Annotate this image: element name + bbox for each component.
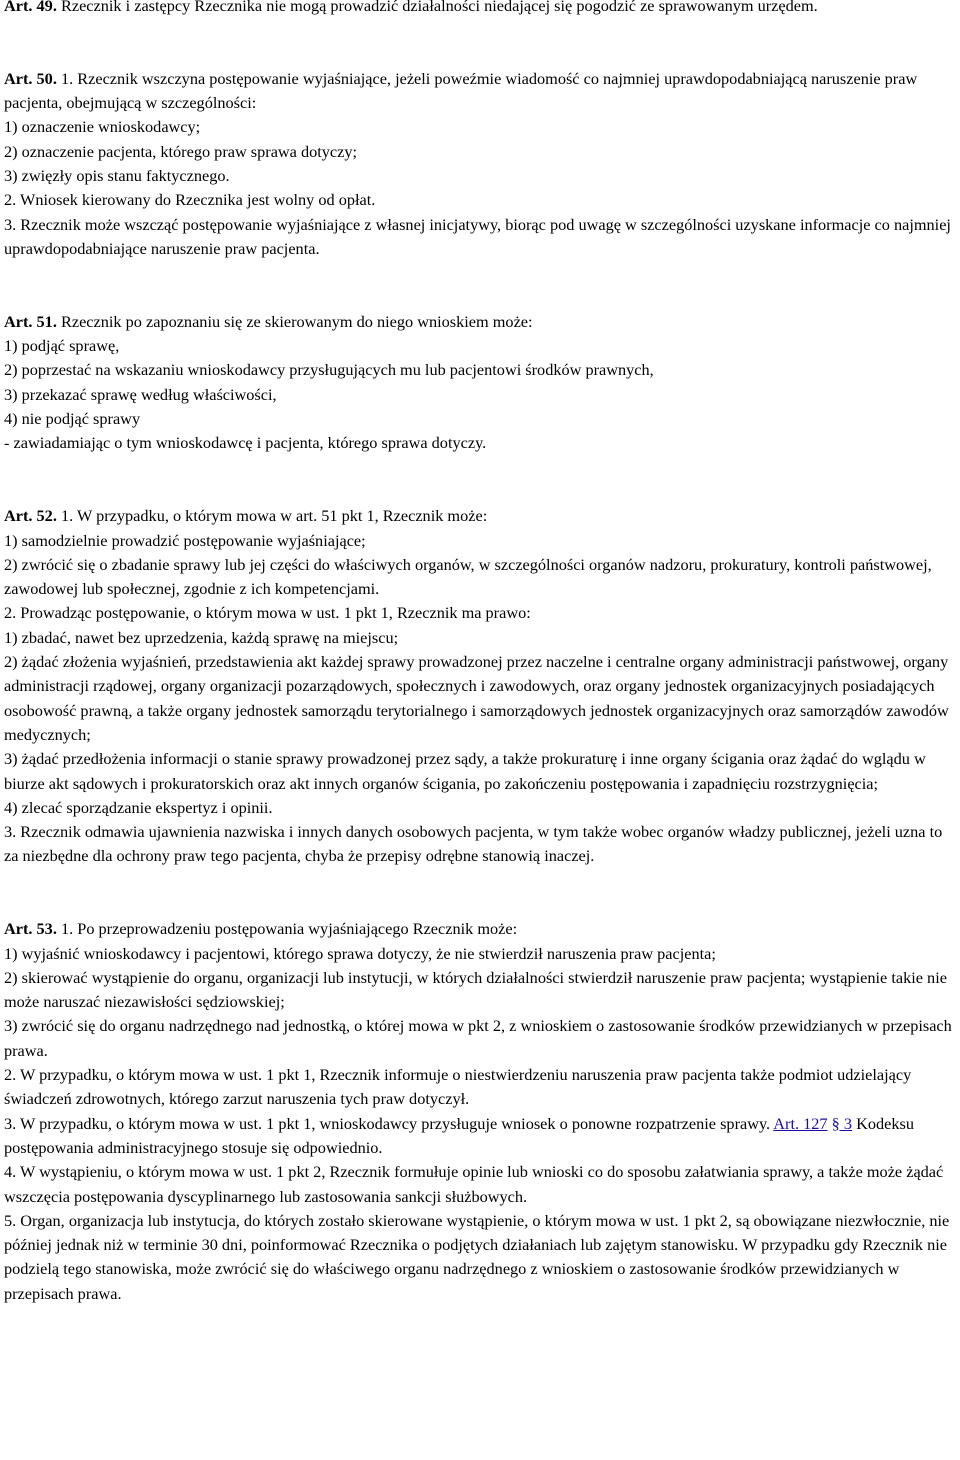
article-51-line: 1) podjąć sprawę, xyxy=(4,336,120,356)
article-50 xyxy=(4,67,956,261)
article-50-label: Art. 50. xyxy=(4,68,57,88)
article-52-line: 2) żądać złożenia wyjaśnień, przedstawienia akt każdej sprawy prowadzonej przez naczelne i centralne organy administracji państwowej, organy administracji rządowej, organy organizacji pozarządowych, społecznych i zawodowych, oraz organy jednostek organizacyjnych posiadających osobowość prawną, a także organy jednostek samorządu terytorialnego i samorządowych jednostek organizacyjnych oraz samorządów zawodów medycznych; xyxy=(4,652,949,744)
article-52-line: 4) zlecać sporządzanie ekspertyz i opinii. xyxy=(4,797,273,817)
article-52-line: 3) żądać przedłożenia informacji o stanie sprawy prowadzonej przez sądy, a także prokuraturę i inne organy ścigania oraz żądać do wglądu w biurze akt sądowych i prokuratorskich oraz akt innych organów ścigania, po zakończeniu postępowania i zapadnięciu rozstrzygnięcia; xyxy=(4,749,926,793)
article-49-text: Rzecznik i zastępcy Rzecznika nie mogą prowadzić działalności niedającej się pogodzić ze sprawowanym urzędem. xyxy=(60,0,818,15)
article-52-line: 2. Prowadząc postępowanie, o którym mowa w ust. 1 pkt 1, Rzecznik ma prawo: xyxy=(4,603,531,623)
article-50-line: 3. Rzecznik może wszcząć postępowanie wyjaśniające z własnej inicjatywy, biorąc pod uwagę w szczególności uzyskane informacje co najmniej uprawdopodabniające naruszenie praw pacjenta. xyxy=(4,214,951,258)
article-51-line xyxy=(4,310,956,334)
article-50-text: 1. Rzecznik wszczyna postępowanie wyjaśniające, jeżeli poweźmie wiadomość co najmniej uprawdopodabniającą naruszenie praw pacjenta, obejmującą w szczególności: xyxy=(4,68,918,113)
article-51-line: - zawiadamiając o tym wnioskodawcę i pacjenta, którego sprawa dotyczy. xyxy=(4,433,487,453)
article-52-line: 1) zbadać, nawet bez uprzedzenia, każdą sprawę na miejscu; xyxy=(4,627,399,647)
article-51-line: 4) nie podjąć sprawy xyxy=(4,409,141,429)
article-51-text: Rzecznik po zapoznaniu się ze skierowanym do niego wnioskiem może: xyxy=(60,311,533,331)
article-53-line: 5. Organ, organizacja lub instytucja, do których zostało skierowane wystąpienie, o którym mowa w ust. 1 pkt 2, są obowiązane niezwłocznie, nie później jednak niż w terminie 30 dni, poinformować Rzecznika o podjętych działaniach lub zajętym stanowisku. W przypadku gdy Rzecznik nie podzielą tego stanowiska, może zwrócić się do właściwego organu nadrzędnego z wnioskiem o zastosowanie środków przewidzianych w przepisach prawa. xyxy=(4,1210,950,1303)
article-52-label: Art. 52. xyxy=(4,506,57,526)
article-53-line: 3) zwrócić się do organu nadrzędnego nad jednostką, o której mowa w pkt 2, z wnioskiem o zastosowanie środków przewidzianych w przepisach prawa. xyxy=(4,1016,952,1060)
article-53-ust3-text: 3. W przypadku, o którym mowa w ust. 1 pkt 1, wnioskodawcy przysługuje wniosek o ponowne rozpatrzenie sprawy. xyxy=(4,1113,771,1133)
article-53-ust3-rest: Kodeksu postępowania administracyjnego stosuje się odpowiednio. xyxy=(4,1113,914,1157)
article-49-label: Art. 49. xyxy=(4,0,57,15)
article-53-line xyxy=(4,1112,956,1161)
article-53-text: 1. Po przeprowadzeniu postępowania wyjaśniającego Rzecznik może: xyxy=(60,919,518,939)
article-51 xyxy=(4,310,956,456)
article-52-line xyxy=(4,504,956,528)
article-50-line: 1) oznaczenie wnioskodawcy; xyxy=(4,117,201,137)
article-51-line: 2) poprzestać na wskazaniu wnioskodawcy przysługujących mu lub pacjentowi środków prawnych, xyxy=(4,360,654,380)
article-53-line: 2. W przypadku, o którym mowa w ust. 1 pkt 1, Rzecznik informuje o niestwierdzeniu naruszenia praw pacjenta także podmiot udzielający świadczeń zdrowotnych, którego zarzut naruszenia tych praw dotyczył. xyxy=(4,1065,912,1109)
article-53-label: Art. 53. xyxy=(4,919,57,939)
article-52 xyxy=(4,504,956,868)
kpa-article-link[interactable]: Art. 127 xyxy=(773,1113,828,1133)
article-53-line xyxy=(4,917,956,941)
article-53 xyxy=(4,917,956,1306)
kpa-paragraph-link[interactable]: § 3 xyxy=(831,1113,852,1133)
article-50-line xyxy=(4,67,956,116)
article-53-line: 4. W wystąpieniu, o którym mowa w ust. 1 pkt 2, Rzecznik formułuje opinie lub wnioski co do sposobu załatwiania sprawy, a także może żądać wszczęcia postępowania dyscyplinarnego lub zastosowania sankcji służbowych. xyxy=(4,1162,944,1206)
article-52-line: 2) zwrócić się o zbadanie sprawy lub jej części do właściwych organów, w szczególności organów nadzoru, prokuratury, kontroli państwowej, zawodowej lub społecznej, zgodnie z ich kompetencjami. xyxy=(4,554,932,599)
article-52-line: 3. Rzecznik odmawia ujawnienia nazwiska i innych danych osobowych pacjenta, w tym także wobec organów władzy publicznej, jeżeli uzna to za niezbędne dla ochrony praw tego pacjenta, chyba że przepisy odrębne stanowią inaczej. xyxy=(4,822,943,866)
article-50-line: 2) oznaczenie pacjenta, którego praw sprawa dotyczy; xyxy=(4,141,358,161)
article-49 xyxy=(4,0,956,18)
article-49-paragraph xyxy=(4,0,956,18)
article-53-line: 2) skierować wystąpienie do organu, organizacji lub instytucji, w których działalności stwierdził naruszenie praw pacjenta; wystąpienie takie nie może naruszać niezawisłości sędziowskiej; xyxy=(4,967,947,1012)
article-53-line: 1) wyjaśnić wnioskodawcy i pacjentowi, którego sprawa dotyczy, że nie stwierdził naruszenia praw pacjenta; xyxy=(4,943,716,963)
article-52-text: 1. W przypadku, o którym mowa w art. 51 pkt 1, Rzecznik może: xyxy=(60,506,488,526)
article-52-line: 1) samodzielnie prowadzić postępowanie wyjaśniające; xyxy=(4,530,366,550)
article-50-line: 2. Wniosek kierowany do Rzecznika jest wolny od opłat. xyxy=(4,190,376,210)
article-50-line: 3) zwięzły opis stanu faktycznego. xyxy=(4,166,230,186)
article-51-label: Art. 51. xyxy=(4,311,57,331)
article-51-line: 3) przekazać sprawę według właściwości, xyxy=(4,384,277,404)
